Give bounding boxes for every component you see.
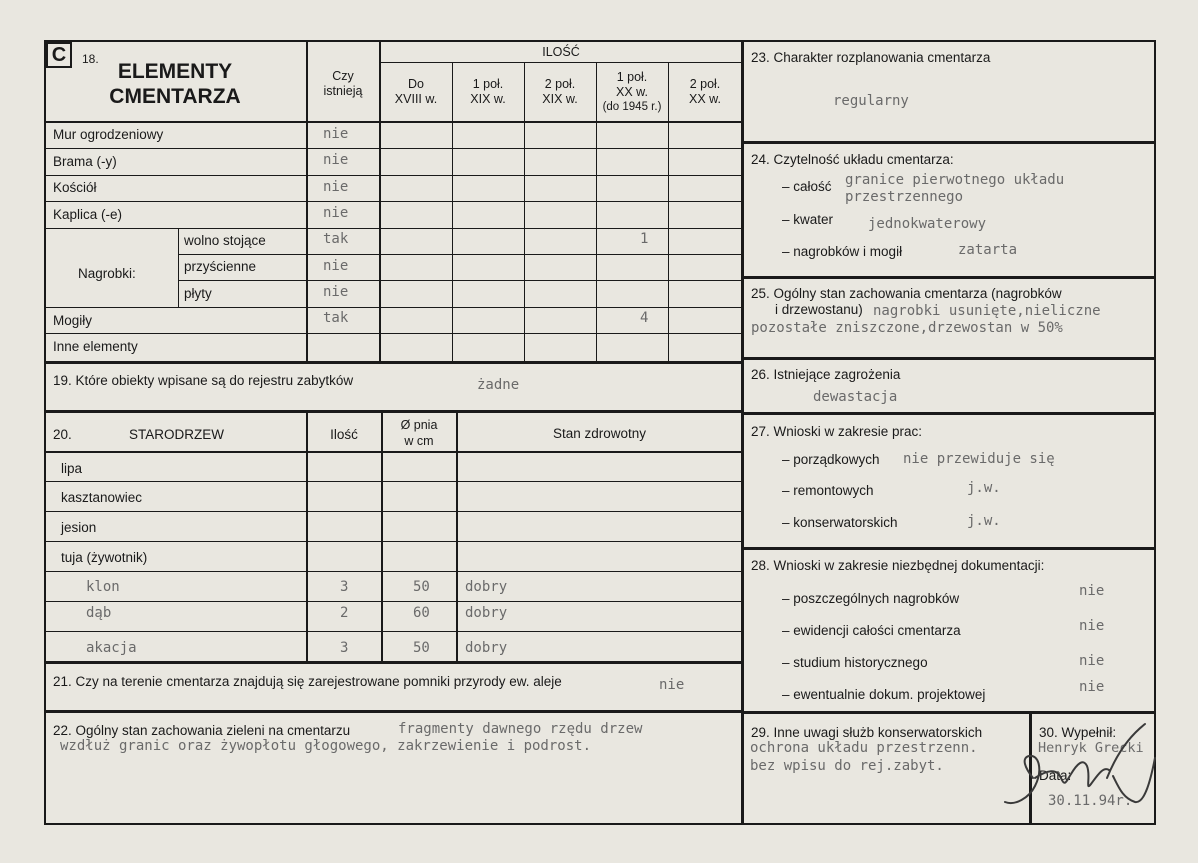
section-18-header-bottom: [44, 121, 743, 123]
period-header-2-l1: 1 poł.: [472, 77, 504, 91]
row-label-przyscienne: przyścienne: [184, 259, 257, 274]
tree-row-tuja: tuja (żywotnik): [61, 550, 148, 565]
s20-row-divider: [44, 631, 743, 632]
qty-col-divider: [668, 62, 669, 363]
period-header-3-l2: XIX w.: [542, 92, 578, 106]
section-25-value-line1: nagrobki usunięte,nieliczne: [873, 303, 1101, 319]
s28-item-projektowej-value: nie: [1079, 679, 1105, 695]
section-20-box: [44, 411, 743, 663]
qty-value-mogily: 4: [640, 310, 649, 326]
qty-value-wolno-stojace: 1: [640, 231, 649, 247]
exists-value-wolno-stojace: tak: [323, 231, 349, 247]
exists-value-brama: nie: [323, 152, 349, 168]
s20-col-divider: [456, 411, 458, 663]
s20-col-diam-header-l2: w cm: [404, 434, 434, 448]
s20-row-divider: [44, 601, 743, 602]
period-header-4-l3: (do 1945 r.): [602, 101, 662, 113]
s28-item-studium-value: nie: [1079, 653, 1105, 669]
period-header-5-l2: XX w.: [689, 92, 721, 106]
tree-species-klon: klon: [86, 579, 120, 595]
s20-row-divider: [44, 571, 743, 572]
s20-header-bottom: [44, 451, 743, 453]
nagrobki-subdivider: [178, 228, 179, 307]
row-divider: [178, 254, 743, 255]
s24-item-nagrobkow-value: zatarta: [958, 242, 1018, 258]
period-header-4-l2: XX w.: [616, 85, 648, 99]
period-header-5-l1: 2 poł.: [689, 77, 721, 91]
section-28-label: 28. Wnioski w zakresie niezbędnej dokumentacji:: [751, 558, 1045, 573]
s24-item-calosc-label: – całość: [782, 179, 832, 194]
exists-value-kaplica: nie: [323, 205, 349, 221]
section-29-value-line1: ochrona układu przestrzenn.: [750, 740, 978, 756]
period-header-3-l1: 2 poł.: [544, 77, 576, 91]
tree-row-jesion: jesion: [61, 520, 97, 535]
s20-col-diam-header-l1: Ø pnia: [400, 418, 438, 432]
tree-diam-dab: 60: [413, 605, 430, 621]
section-19-label: 19. Które obiekty wpisane są do rejestru zabytków: [53, 373, 354, 388]
section-30-date-label: Data:: [1039, 768, 1072, 783]
s24-item-calosc-value-l1: granice pierwotnego układu: [845, 172, 1065, 188]
section-30-label: 30. Wypełnił:: [1039, 725, 1117, 740]
s27-item-konserwatorskich-label: – konserwatorskich: [782, 515, 898, 530]
section-22-label: 22. Ogólny stan zachowania zieleni na cmentarzu: [53, 723, 351, 738]
section-21-label: 21. Czy na terenie cmentarza znajdują się zarejestrowane pomniki przyrody ew. aleje: [53, 674, 562, 689]
row-divider: [44, 201, 743, 202]
exists-value-plyty: nie: [323, 284, 349, 300]
exists-value-przyscienne: nie: [323, 258, 349, 274]
tree-species-akacja: akacja: [86, 640, 137, 656]
section-18-title-line1: ELEMENTY: [117, 60, 233, 83]
section-26-value: dewastacja: [813, 389, 898, 405]
row-divider: [44, 307, 743, 308]
s24-item-kwater-label: – kwater: [782, 212, 834, 227]
section-24-label: 24. Czytelność układu cmentarza:: [751, 152, 954, 167]
col-exists-header-line1: Czy: [332, 69, 354, 83]
s20-row-divider: [44, 541, 743, 542]
row-divider: [178, 280, 743, 281]
section-23-value: regularny: [833, 93, 909, 109]
s28-item-ewidencji-label: – ewidencji całości cmentarza: [782, 623, 961, 638]
row-label-inne: Inne elementy: [53, 339, 138, 354]
tree-qty-dab: 2: [340, 605, 349, 621]
form-code-badge: C: [46, 42, 72, 68]
s28-item-nagrobkow-label: – poszczególnych nagrobków: [782, 591, 960, 606]
section-18-title-line2: CMENTARZA: [109, 85, 241, 108]
section-22-value-line1: fragmenty dawnego rzędu drzew: [398, 721, 643, 737]
period-header-1-l2: XVIII w.: [394, 92, 438, 106]
tree-health-dab: dobry: [465, 605, 508, 621]
nagrobki-label: Nagrobki:: [78, 266, 136, 281]
s20-row-divider: [44, 511, 743, 512]
tree-row-kasztanowiec: kasztanowiec: [61, 490, 143, 505]
section-25-label-line2: i drzewostanu): [775, 302, 863, 317]
section-21-value: nie: [659, 677, 685, 693]
tree-row-lipa: lipa: [61, 461, 83, 476]
period-header-4-l1: 1 poł.: [616, 70, 648, 84]
s27-item-remontowych-label: – remontowych: [782, 483, 874, 498]
row-label-mogily: Mogiły: [53, 313, 93, 328]
handwritten-signature: [995, 718, 1160, 813]
s27-item-porzadkowych-value: nie przewiduje się: [903, 451, 1055, 467]
exists-value-kosciol: nie: [323, 179, 349, 195]
period-header-2-l2: XIX w.: [470, 92, 506, 106]
s24-item-calosc-value-l2: przestrzennego: [845, 189, 964, 205]
row-divider: [44, 148, 743, 149]
period-header-1-l1: Do: [408, 77, 424, 91]
tree-health-akacja: dobry: [465, 640, 508, 656]
qty-header: ILOŚĆ: [542, 45, 580, 59]
qty-header-divider: [380, 62, 742, 63]
row-label-kaplica: Kaplica (-e): [53, 207, 123, 222]
s24-item-kwater-value: jednokwaterowy: [868, 216, 987, 232]
s27-item-konserwatorskich-value: j.w.: [967, 513, 1001, 529]
s27-item-remontowych-value: j.w.: [967, 480, 1001, 496]
section-25-value-line2: pozostałe zniszczone,drzewostan w 50%: [751, 320, 1063, 336]
section-30-value: Henryk Grecki: [1038, 740, 1144, 756]
tree-species-dab: dąb: [86, 605, 112, 621]
section-30-date-value: 30.11.94r.: [1048, 793, 1133, 809]
s28-item-nagrobkow-value: nie: [1079, 583, 1105, 599]
s28-item-studium-label: – studium historycznego: [782, 655, 928, 670]
section-22-value-line2: wzdłuż granic oraz żywopłotu głogowego, zakrzewienie i podrost.: [60, 738, 592, 754]
row-label-wolno-stojace: wolno stojące: [184, 233, 266, 248]
row-label-mur: Mur ogrodzeniowy: [53, 127, 164, 142]
s28-item-projektowej-label: – ewentualnie dokum. projektowej: [782, 687, 986, 702]
row-label-plyty: płyty: [184, 286, 212, 301]
section-18-number: 18.: [82, 52, 99, 66]
section-29-value-line2: bez wpisu do rej.zabyt.: [750, 758, 944, 774]
s20-col-divider: [381, 411, 383, 663]
s20-title: STARODRZEW: [129, 427, 224, 442]
exists-value-mogily: tak: [323, 310, 349, 326]
section-26-label: 26. Istniejące zagrożenia: [751, 367, 901, 382]
section-23-label: 23. Charakter rozplanowania cmentarza: [751, 50, 991, 65]
section-29-label: 29. Inne uwagi służb konserwatorskich: [751, 725, 983, 740]
row-divider: [44, 228, 743, 229]
row-label-kosciol: Kościół: [53, 180, 97, 195]
tree-qty-klon: 3: [340, 579, 349, 595]
tree-health-klon: dobry: [465, 579, 508, 595]
s28-item-ewidencji-value: nie: [1079, 618, 1105, 634]
s20-col-health-header: Stan zdrowotny: [552, 426, 647, 441]
s20-col-divider: [306, 411, 308, 663]
tree-qty-akacja: 3: [340, 640, 349, 656]
s20-col-qty-header: Ilość: [330, 427, 358, 442]
qty-col-divider: [452, 62, 453, 363]
row-label-brama: Brama (-y): [53, 154, 117, 169]
section-27-label: 27. Wnioski w zakresie prac:: [751, 424, 923, 439]
s20-number: 20.: [53, 427, 72, 442]
s20-row-divider: [44, 481, 743, 482]
s24-item-nagrobkow-label: – nagrobków i mogił: [782, 244, 903, 259]
s27-item-porzadkowych-label: – porządkowych: [782, 452, 880, 467]
exists-value-mur: nie: [323, 126, 349, 142]
row-divider: [44, 175, 743, 176]
tree-diam-akacja: 50: [413, 640, 430, 656]
qty-col-divider: [524, 62, 525, 363]
row-divider: [44, 333, 743, 334]
section-25-label-line1: 25. Ogólny stan zachowania cmentarza (nagrobków: [751, 286, 1062, 301]
section-19-value: żadne: [477, 377, 520, 393]
tree-diam-klon: 50: [413, 579, 430, 595]
col-exists-header-line2: istnieją: [323, 84, 363, 98]
